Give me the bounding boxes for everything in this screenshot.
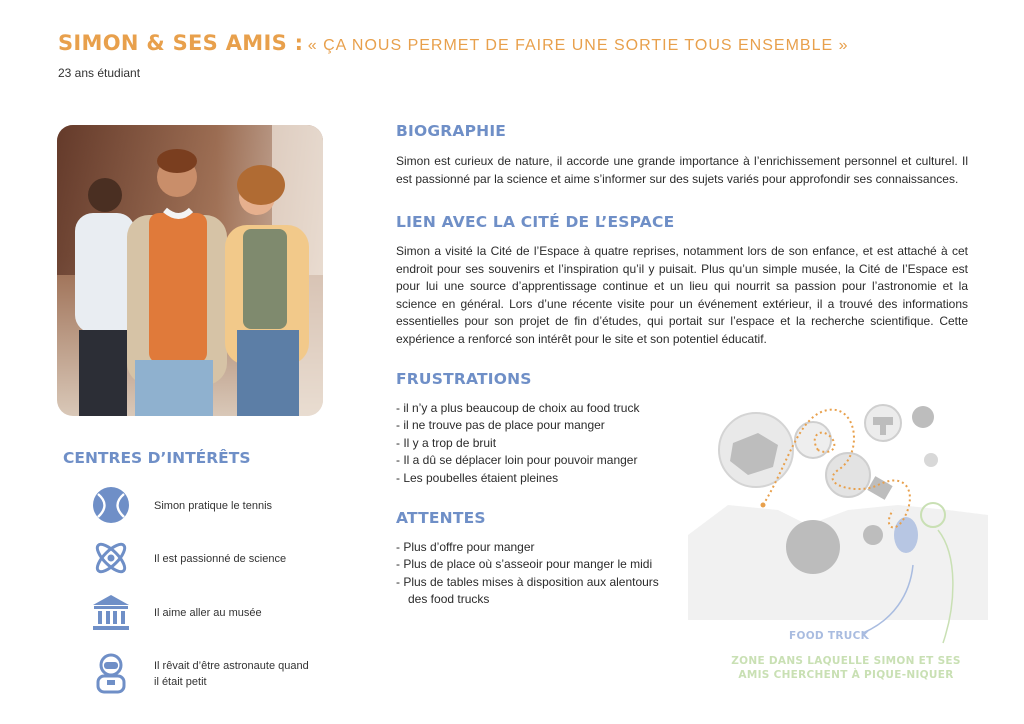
list-item: - Les poubelles étaient pleines (396, 470, 559, 485)
food-truck-label: FOOD TRUCK (789, 630, 870, 642)
list-item: - Il y a trop de bruit (396, 435, 497, 450)
list-item: - Plus de place où s’asseoir pour manger le midi (396, 557, 653, 572)
link-title: LIEN AVEC LA CITÉ DE L’ESPACE (396, 213, 675, 231)
list-item: - il ne trouve pas de place pour manger (396, 418, 605, 433)
astronaut-icon (90, 652, 132, 694)
site-map (688, 395, 988, 620)
list-item: - Plus d’offre pour manger (396, 540, 535, 554)
interest-text-museum: Il aime aller au musée (154, 607, 262, 619)
link-text: Simon a visité la Cité de l’Espace à quatre reprises, notamment lors de son enfance, et est attaché à cet endroit pour ses souvenirs et l’inspiration qu’il y puisait. Plus qu’un simple musée, la Cité de l’Espace est pour lui une source d’apprentissage continue et un lieu qui nourrit sa passion pour l’astronomie et la science en général. Lors d’une récente visite pour un événement extérieur, il a trouvé des informations essentielles pour son projet de fin d’études, qui portait sur l’espace et la recherche scientifique. Cette expérience a renforcé son intérêt pour le site et son potentiel éducatif. (396, 244, 968, 346)
expectations-list (396, 539, 659, 609)
biography-title: BIOGRAPHIE (396, 122, 507, 140)
museum-icon (90, 591, 132, 633)
list-item: - Plus de tables mises à disposition aux alentours (396, 574, 659, 589)
interest-text-tennis: Simon pratique le tennis (154, 500, 273, 512)
persona-photo (57, 125, 323, 416)
picnic-zone-label: ZONE DANS LAQUELLE SIMON ET SES AMIS CHERCHENT À PIQUE-NIQUER (731, 655, 961, 681)
frustrations-list (396, 400, 639, 487)
interests-title: CENTRES D’INTÉRÊTS (63, 449, 251, 467)
tennis-ball-icon (90, 484, 132, 526)
atom-icon (90, 537, 132, 579)
persona-subtitle: 23 ans étudiant (58, 66, 141, 80)
frustrations-title: FRUSTRATIONS (396, 370, 532, 388)
interest-text-astronaut: Il rêvait d’être astronaute quand il était petit (154, 660, 309, 688)
page-title (58, 31, 849, 55)
biography-text: Simon est curieux de nature, il accorde une grande importance à l’enrichissement personnel et culturel. Il est passionné par la science et aime s’informer sur des sujets variés pour approfondir ses connaissances. (396, 154, 968, 186)
list-item: des food trucks (408, 592, 490, 607)
expectations-title: ATTENTES (396, 509, 486, 527)
interest-text-science: Il est passionné de science (154, 553, 287, 565)
persona-quote: « ÇA NOUS PERMET DE FAIRE UNE SORTIE TOUS ENSEMBLE » (307, 37, 849, 54)
list-item: - il n’y a plus beaucoup de choix au food truck (396, 401, 640, 415)
list-item: - Il a dû se déplacer loin pour pouvoir manger (396, 453, 638, 468)
persona-name: SIMON & SES AMIS : (58, 31, 304, 55)
